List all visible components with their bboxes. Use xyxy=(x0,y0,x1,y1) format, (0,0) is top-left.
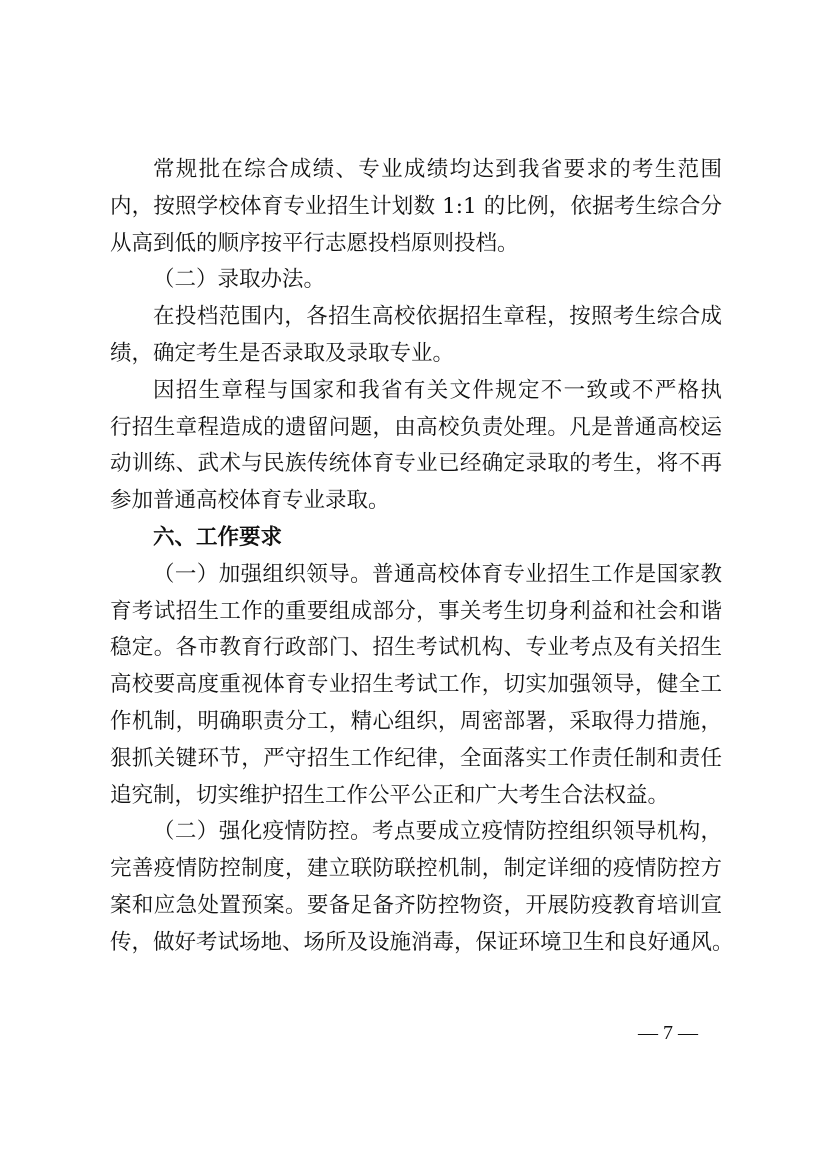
paragraph-line: 因招生章程与国家和我省有关文件规定不一致或不严格执 xyxy=(153,377,722,403)
paragraph-line: 高校要高度重视体育专业招生考试工作，切实加强领导，健全工 xyxy=(110,672,722,698)
paragraph-line: 行招生章程造成的遗留问题，由高校负责处理。凡是普通高校运 xyxy=(110,414,722,440)
paragraph-line: （二）强化疫情防控。考点要成立疫情防控组织领导机构， xyxy=(153,819,722,845)
paragraph-line: 在投档范围内，各招生高校依据招生章程，按照考生综合成 xyxy=(153,304,722,330)
paragraph-line: 参加普通高校体育专业录取。 xyxy=(110,488,390,514)
paragraph-line: 动训练、武术与民族传统体育专业已经确定录取的考生，将不再 xyxy=(110,451,722,477)
paragraph-line: 育考试招生工作的重要组成部分，事关考生切身利益和社会和谐 xyxy=(110,598,722,624)
subsection-title: （二）录取办法。 xyxy=(153,267,326,293)
paragraph-line: 案和应急处置预案。要备足备齐防控物资，开展防疫教育培训宣 xyxy=(110,892,722,918)
section-heading: 六、工作要求 xyxy=(153,524,283,550)
paragraph-line: 完善疫情防控制度，建立联防联控机制，制定详细的疫情防控方 xyxy=(110,856,722,882)
paragraph-line: 追究制，切实维护招生工作公平公正和广大考生合法权益。 xyxy=(110,782,670,808)
paragraph-line: 从高到低的顺序按平行志愿投档原则投档。 xyxy=(110,230,519,256)
paragraph-line: 内，按照学校体育专业招生计划数 1:1 的比例，依据考生综合分 xyxy=(110,193,722,219)
body-text xyxy=(110,152,734,962)
paragraph-line: （一）加强组织领导。普通高校体育专业招生工作是国家教 xyxy=(153,561,722,587)
paragraph-line: 常规批在综合成绩、专业成绩均达到我省要求的考生范围 xyxy=(153,157,722,182)
paragraph-line: 作机制，明确职责分工，精心组织，周密部署，采取得力措施， xyxy=(110,708,722,734)
paragraph-line: 稳定。各市教育行政部门、招生考试机构、专业考点及有关招生 xyxy=(110,635,722,661)
paragraph-line: 绩，确定考生是否录取及录取专业。 xyxy=(110,340,455,366)
page-number: — 7 — xyxy=(638,1022,698,1044)
paragraph-line: 狠抓关键环节，严守招生工作纪律，全面落实工作责任制和责任 xyxy=(110,745,722,771)
paragraph-line: 传，做好考试场地、场所及设施消毒，保证环境卫生和良好通风。 xyxy=(110,929,734,955)
